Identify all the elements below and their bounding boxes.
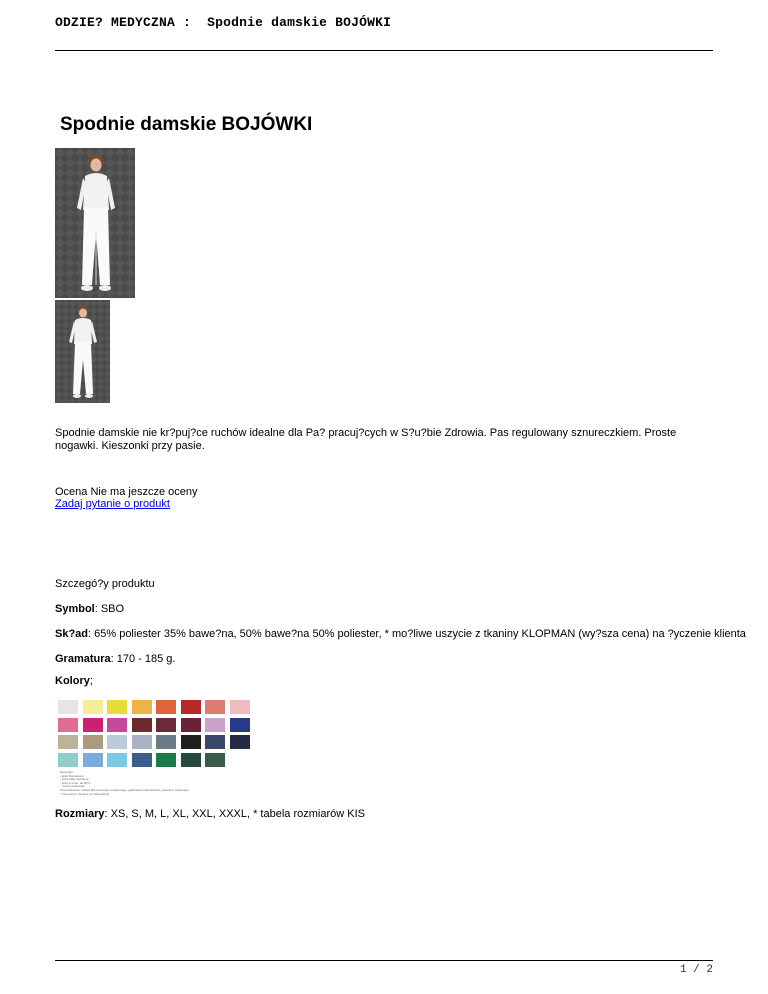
- color-swatch: [132, 700, 152, 714]
- color-swatch: [132, 718, 152, 732]
- spec-sizes-label: Rozmiary: [55, 808, 105, 820]
- color-swatch: [156, 718, 176, 732]
- color-swatch: [58, 700, 78, 714]
- spec-composition-value: : 65% poliester 35% bawe?na, 50% bawe?na 50% poliester, * mo?liwe uszycie z tkaniny KLOPMAN (wy?sza cena) na ?yczenie klienta: [88, 628, 746, 640]
- color-swatch: [181, 735, 201, 749]
- palette-legend-line: - prać w temp. do 60°C: [60, 780, 91, 785]
- product-title: Spodnie damskie BOJÓWKI: [60, 114, 313, 135]
- product-description: Spodnie damskie nie kr?puj?ce ruchów idealne dla Pa? pracuj?cych w S?u?bie Zdrowia. Pas regulowany sznureczkiem. Proste nogawki. Kieszonki przy pasie.: [55, 427, 677, 452]
- palette-legend-line: - kolor fluorescent: [60, 773, 84, 778]
- rating-label: Ocena: [55, 486, 88, 498]
- details-heading: Szczegó?y produktu: [55, 578, 155, 590]
- color-swatch: [156, 700, 176, 714]
- color-swatch: [181, 753, 201, 767]
- spec-symbol: [55, 603, 124, 616]
- color-swatch: [205, 700, 225, 714]
- color-swatch: [156, 735, 176, 749]
- spec-symbol-label: Symbol: [55, 603, 95, 615]
- spec-composition-label: Sk?ad: [55, 628, 89, 640]
- color-swatch: [83, 718, 103, 732]
- color-swatch: [107, 718, 127, 732]
- rating-value: Nie ma jeszcze oceny: [90, 486, 198, 498]
- spec-colors-value: ;: [89, 675, 93, 687]
- header-divider: [55, 50, 713, 51]
- color-swatch: [58, 753, 78, 767]
- color-swatch: [156, 753, 176, 767]
- color-swatch: [83, 735, 103, 749]
- color-swatch: [132, 753, 152, 767]
- color-swatch: [83, 700, 103, 714]
- header-product: Spodnie damskie BOJÓWKI: [207, 15, 392, 30]
- spec-weight-label: Gramatura: [55, 653, 111, 665]
- color-swatch: [205, 735, 225, 749]
- palette-legend: [60, 771, 250, 796]
- ask-question-link[interactable]: Zadaj pytanie o produkt: [55, 498, 170, 510]
- product-photo-thumbnail[interactable]: [55, 300, 110, 403]
- page-number: 1 / 2: [679, 964, 713, 976]
- color-swatch: [58, 718, 78, 732]
- color-swatch: [181, 718, 201, 732]
- palette-legend-line: Przeznaczenie: odzież dla personelu medycznego, gabinetów, laboratoriów, pracowni, fizjoterapii: [60, 787, 189, 792]
- spec-colors: [55, 675, 93, 688]
- color-swatch: [107, 735, 127, 749]
- spec-weight-value: : 170 - 185 g.: [110, 653, 176, 665]
- color-swatch: [230, 718, 250, 732]
- color-swatch: [107, 700, 127, 714]
- footer-divider: [55, 960, 713, 961]
- spec-sizes: [55, 808, 365, 821]
- palette-legend-line: - kolor biały na kolory: [60, 777, 89, 782]
- color-swatch: [230, 700, 250, 714]
- color-swatch: [181, 700, 201, 714]
- color-swatch: [132, 735, 152, 749]
- color-swatch: [230, 735, 250, 749]
- page-header: [55, 15, 391, 30]
- palette-legend-line: Naszywki:: [60, 770, 74, 774]
- header-separator: :: [183, 15, 192, 30]
- product-photo-main[interactable]: [55, 148, 135, 298]
- spec-sizes-value: : XS, S, M, L, XL, XXL, XXXL, * tabela rozmiarów KIS: [104, 808, 365, 820]
- spec-colors-label: Kolory: [55, 675, 90, 687]
- color-swatch: [205, 718, 225, 732]
- spec-composition: [55, 628, 746, 641]
- palette-legend-line: - można prasować: [60, 784, 85, 789]
- color-swatch: [58, 735, 78, 749]
- spec-symbol-value: : SBO: [94, 603, 125, 615]
- color-swatch: [107, 753, 127, 767]
- color-swatch: [83, 753, 103, 767]
- color-swatch: [205, 753, 225, 767]
- palette-legend-line: * inne kolory i tkaniny na zamówienie: [60, 791, 110, 796]
- spec-weight: [55, 653, 175, 666]
- header-category: ODZIE? MEDYCZNA: [55, 15, 176, 30]
